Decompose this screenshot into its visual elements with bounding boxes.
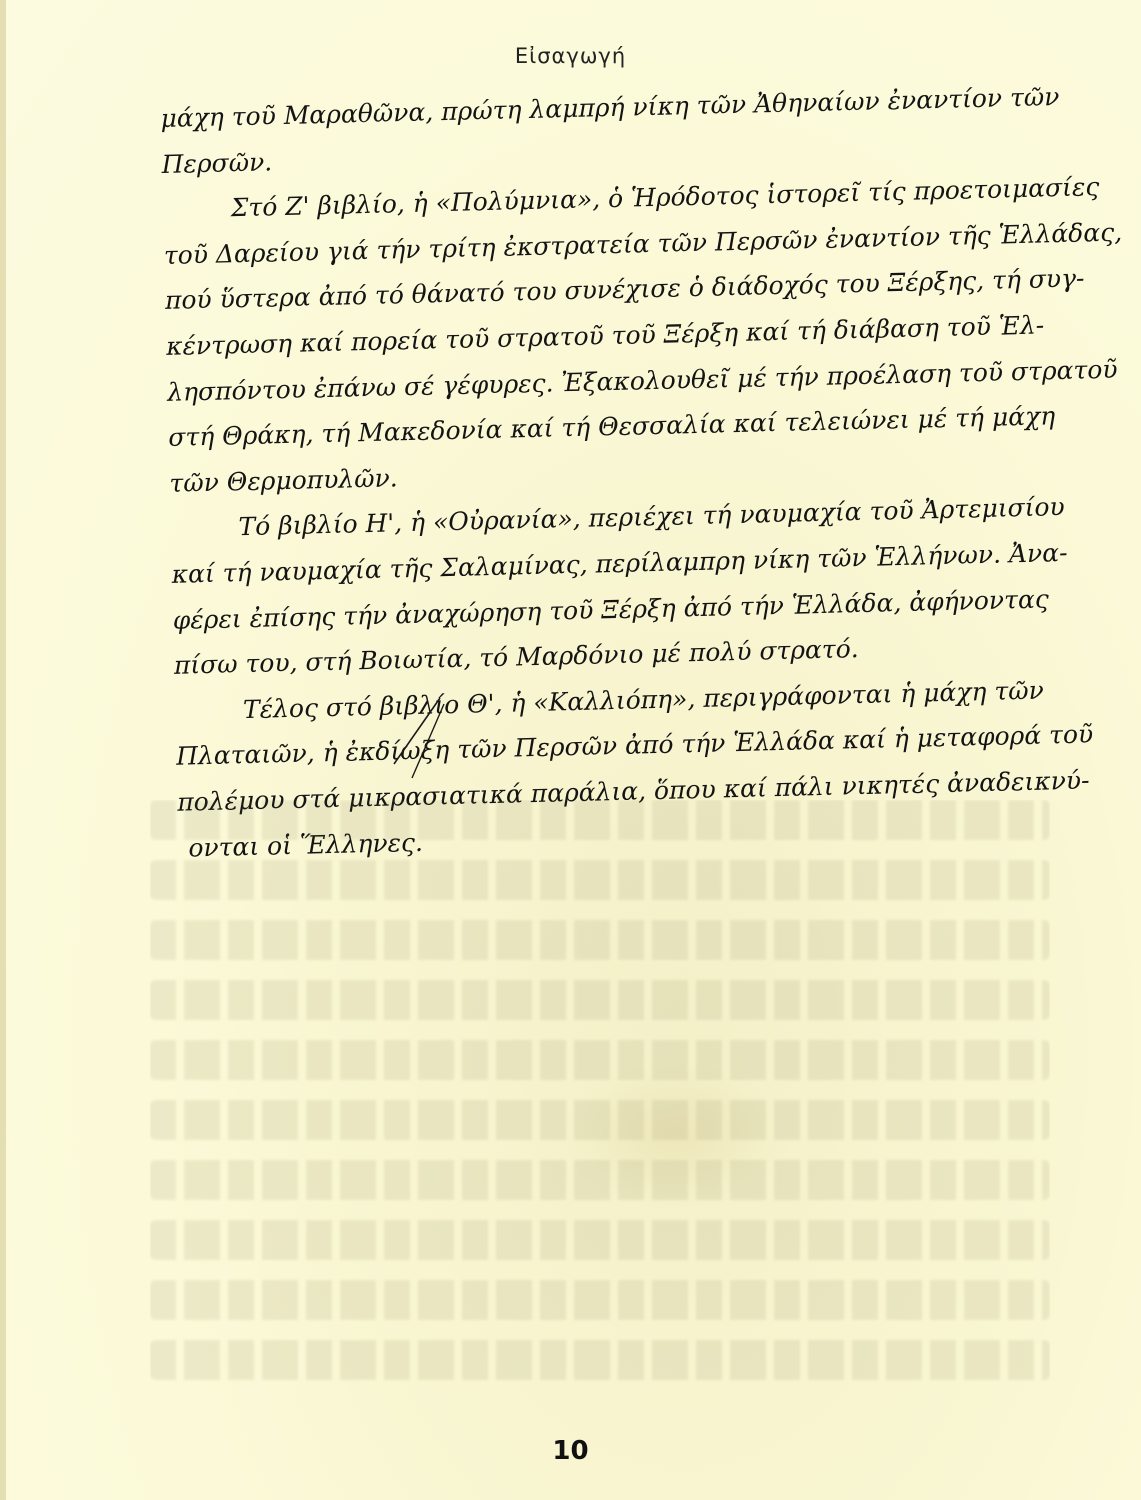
text-line: ονται οἱ Ἕλληνες. [188,827,424,863]
text-line: Πλαταιῶν, ἡ ἐκδίωξη τῶν Περσῶν ἀπό τήν Ἑλλάδα καί ἡ μεταφορά τοῦ [175,719,1094,772]
text-line: Τό βιβλίο Η', ἡ «Οὐρανία», περιέχει τή ναυμαχία τοῦ Ἀρτεμισίου [238,492,1066,542]
text-line: Τέλος στό βιβλίο Θ', ἡ «Καλλιόπη», περιγράφονται ἡ μάχη τῶν [242,675,1045,724]
text-line: κέντρωση καί πορεία τοῦ στρατοῦ τοῦ Ξέρξη καί τή διάβαση τοῦ Ἑλ- [165,310,1045,361]
text-line: φέρει ἐπίσης τήν ἀναχώρηση τοῦ Ξέρξη ἀπό τήν Ἑλλάδα, ἀφήνοντας [172,583,1050,635]
text-line: στή Θράκη, τή Μακεδονία καί τή Θεσσαλία καί τελειώνει μέ τή μάχη [167,401,1056,453]
text-line: λησπόντου ἐπάνω σέ γέφυρες. Ἐξακολουθεῖ μέ τήν προέλαση τοῦ στρατοῦ [166,354,1118,407]
end-of-section-mark [382,694,462,784]
text-line: Περσῶν. [161,146,273,179]
text-line: τῶν Θερμοπυλῶν. [169,463,399,498]
text-line: πολέμου στά μικρασιατικά παράλια, ὅπου καί πάλι νικητές ἀναδεικνύ- [176,765,1090,817]
body-text [160,74,1123,871]
text-line: Στό Ζ' βιβλίο, ἡ «Πολύμνια», ὁ Ἡρόδοτος ἱστορεῖ τίς προετοιμασίες [230,172,1100,223]
text-line: μάχη τοῦ Μαραθῶνα, πρώτη λαμπρή νίκη τῶν Ἀθηναίων ἐναντίον τῶν [160,82,1060,133]
running-header: Εἰσαγωγή [514,44,627,68]
text-line: τοῦ Δαρείου γιά τήν τρίτη ἐκστρατεία τῶν Περσῶν ἐναντίον τῆς Ἑλλάδας, [163,217,1123,270]
paper-stain [560,1060,790,1210]
text-line: πίσω του, στή Βοιωτία, τό Μαρδόνιο μέ πολύ στρατό. [173,634,860,680]
text-line: πού ὕστερα ἀπό τό θάνατό του συνέχισε ὁ διάδοχός του Ξέρξης, τή συγ- [164,263,1085,316]
text-line: καί τή ναυμαχία τῆς Σαλαμίνας, περίλαμπρη νίκη τῶν Ἑλλήνων. Ἀνα- [171,537,1068,589]
page-edge [0,0,6,1500]
page-number: 10 [552,1436,589,1466]
